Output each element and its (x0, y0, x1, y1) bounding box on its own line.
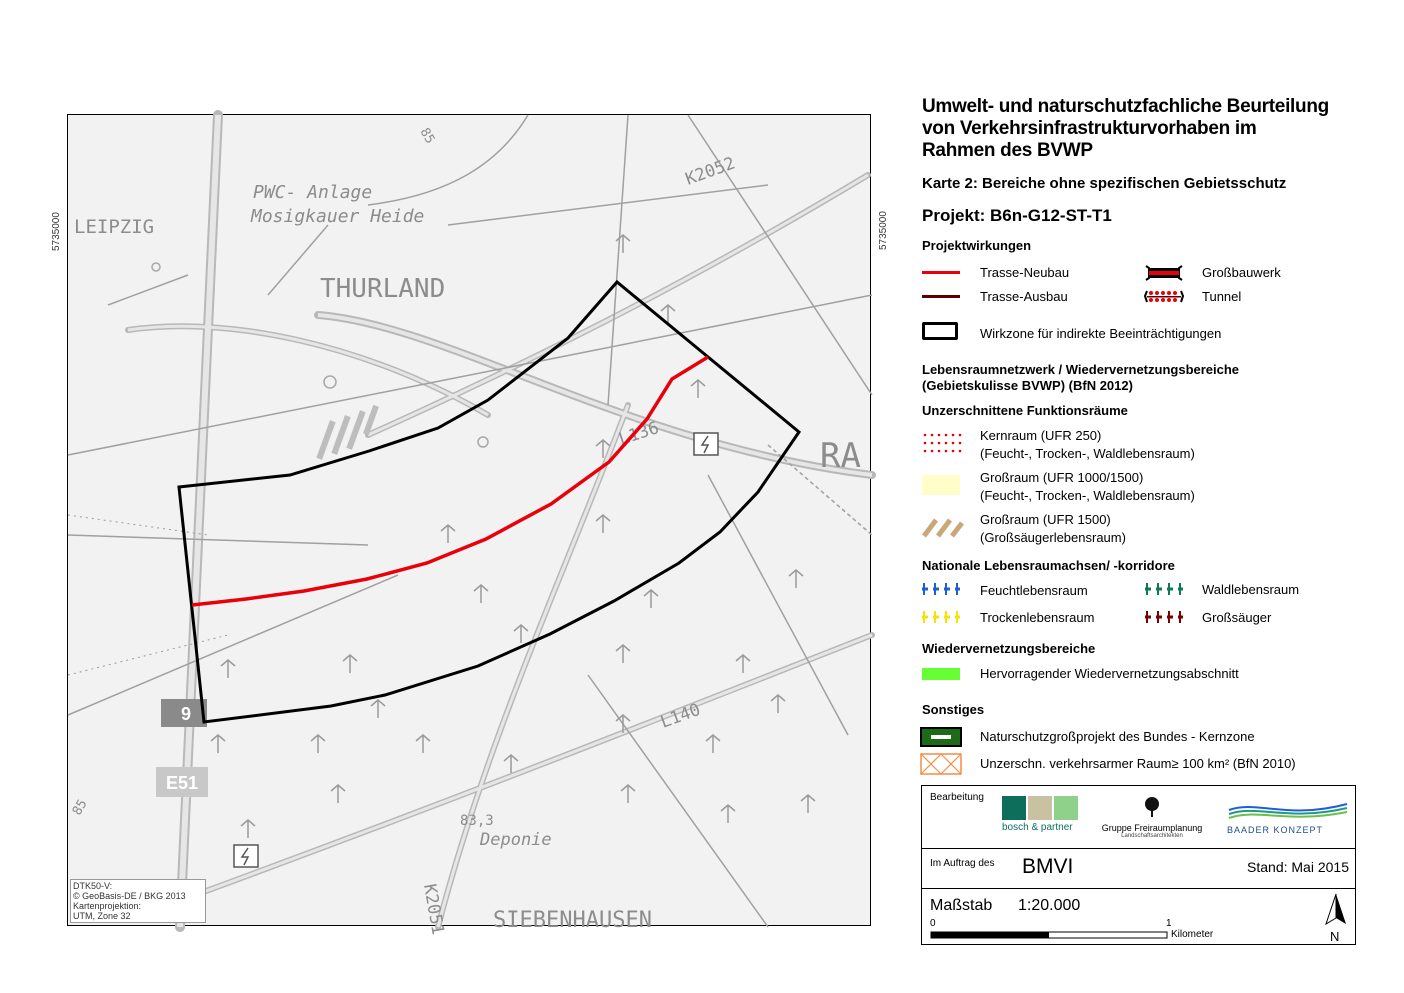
label-trocken: Trockenlebensraum (980, 610, 1095, 625)
wald-swatch (1143, 582, 1185, 596)
unzerschn-swatch (920, 753, 962, 775)
label-wald: Waldlebensraum (1202, 582, 1300, 597)
logo-baader: BAADER KONZEPT (1227, 798, 1349, 835)
label-naturschutz: Naturschutzgroßprojekt des Bundes - Kernzone (980, 729, 1255, 744)
coord-right: 5735000 (878, 211, 889, 250)
label-elev-85-top: 85 (416, 125, 438, 147)
wave-icon (1227, 798, 1349, 820)
label-hervorragend: Hervorragender Wiedervernetzungsabschnitt (980, 666, 1239, 681)
label-height: 83,3 (460, 813, 494, 829)
north-label: N (1330, 929, 1340, 944)
section-projektwirkungen: Projektwirkungen (922, 238, 1032, 253)
label-ra: RA (820, 436, 861, 476)
label-l136: L136 (616, 418, 662, 450)
naturschutz-swatch (920, 727, 962, 747)
label-unzerschn: Unzerschn. verkehrsarmer Raum≥ 100 km² (BfN 2010) (980, 756, 1296, 771)
section-achsen: Nationale Lebensraumachsen/ -korridore (922, 558, 1175, 573)
logo-bosch: bosch & partner (1002, 796, 1078, 833)
trasse-neubau-swatch (922, 271, 960, 274)
section-sonstiges: Sonstiges (922, 702, 985, 717)
label-pwc-1: PWC- Anlage (253, 182, 373, 203)
client-row (922, 848, 1355, 889)
trasse-ausbau-swatch (922, 295, 960, 298)
lightning-marker-1 (694, 433, 718, 455)
wirkzone-polygon (179, 282, 799, 722)
north-arrow-icon (1322, 892, 1350, 934)
label-grossbauwerk: Großbauwerk (1202, 265, 1281, 280)
scale-1: 1 (1166, 918, 1172, 929)
wirkzone-swatch (922, 322, 958, 340)
grossraum2-swatch (922, 516, 962, 538)
label-k2052: K2052 (682, 153, 738, 190)
legend-project: Projekt: B6n-G12-ST-T1 (922, 206, 1112, 225)
client-name: BMVI (1022, 855, 1074, 878)
trocken-swatch (920, 610, 962, 624)
map-frame[interactable] (51, 114, 871, 937)
label-grossraum1: Großraum (UFR 1000/1500) (Feucht-, Trocken-, Waldlebensraum) (980, 470, 1195, 503)
tree-icon (1141, 796, 1163, 818)
grossraum1-swatch (922, 475, 960, 495)
label-elev-85-left: 85 (69, 797, 91, 819)
label-trasse-neubau: Trasse-Neubau (980, 265, 1070, 280)
hervorragend-swatch (922, 668, 960, 680)
lightning-marker-2 (234, 845, 258, 867)
label-thurland: THURLAND (320, 274, 446, 304)
label-grosssaeuger: Großsäuger (1202, 610, 1272, 625)
road-l136 (318, 315, 872, 475)
scale-0: 0 (930, 918, 936, 929)
info-box (921, 785, 1356, 945)
svg-text:9: 9 (181, 704, 192, 724)
massstab-value: 1:20.000 (1018, 897, 1081, 914)
label-pwc-2: Mosigkauer Heide (251, 206, 425, 227)
label-bearbeitung: Bearbeitung (930, 792, 984, 803)
legend-title: Umwelt- und naturschutzfachliche Beurteilung von Verkehrsinfrastrukturvorhaben im Rahmen des BVWP (922, 96, 1329, 161)
grossbauwerk-icon (1143, 264, 1185, 282)
label-l140: L140 (657, 699, 704, 733)
stand-date: Stand: Mai 2015 (1247, 859, 1349, 875)
scale-row (922, 888, 1355, 946)
label-feucht: Feuchtlebensraum (980, 583, 1088, 598)
roundabout-symbol (324, 376, 336, 388)
label-massstab: Maßstab (930, 897, 993, 914)
label-k2051: K2051 (419, 882, 448, 937)
label-wirkzone: Wirkzone für indirekte Beeinträchtigungen (980, 326, 1222, 341)
logo-gruppe: Gruppe Freiraumplanung Landschaftsarchitekten (1092, 796, 1212, 839)
legend-subtitle: Karte 2: Bereiche ohne spezifischen Gebietsschutz (922, 175, 1287, 192)
grosssaeuger-swatch (1143, 610, 1185, 624)
road-shield-e51 (156, 767, 208, 797)
road-shield-9 (161, 699, 207, 727)
label-deponie: Deponie (480, 830, 552, 850)
svg-text:E51: E51 (166, 773, 199, 793)
scale-bar (930, 930, 1170, 940)
coord-left: 5735000 (51, 212, 62, 251)
section-unzerschnitten: Unzerschnittene Funktionsräume (922, 403, 1128, 418)
label-siebenhausen: SIEBENHAUSEN (493, 908, 652, 933)
road-k2052 (368, 175, 868, 435)
map-credit: DTK50-V: © GeoBasis-DE / BKG 2013 Kartenprojektion: UTM, Zone 32 (70, 879, 206, 923)
label-auftrag: Im Auftrag des (930, 858, 995, 869)
tunnel-icon (1143, 288, 1185, 306)
label-leipzig: LEIPZIG (74, 216, 155, 238)
label-grossraum2: Großraum (UFR 1500) (Großsäugerlebensraum) (980, 512, 1126, 545)
label-trasse-ausbau: Trasse-Ausbau (980, 289, 1068, 304)
kernraum-swatch (922, 432, 962, 454)
feucht-swatch (920, 582, 962, 596)
section-lebensraum: Lebensraumnetzwerk / Wiedervernetzungsbereiche (Gebietskulisse BVWP) (BfN 2012) (922, 362, 1240, 393)
base-roads-inner (128, 115, 872, 927)
wind-turbine-markers (211, 235, 815, 838)
scale-unit: Kilometer (1171, 929, 1214, 940)
section-wieder: Wiedervernetzungsbereiche (922, 641, 1096, 656)
label-kernraum: Kernraum (UFR 250) (Feucht-, Trocken-, Waldlebensraum) (980, 428, 1195, 461)
label-tunnel: Tunnel (1202, 289, 1242, 304)
map-canvas (68, 115, 872, 937)
